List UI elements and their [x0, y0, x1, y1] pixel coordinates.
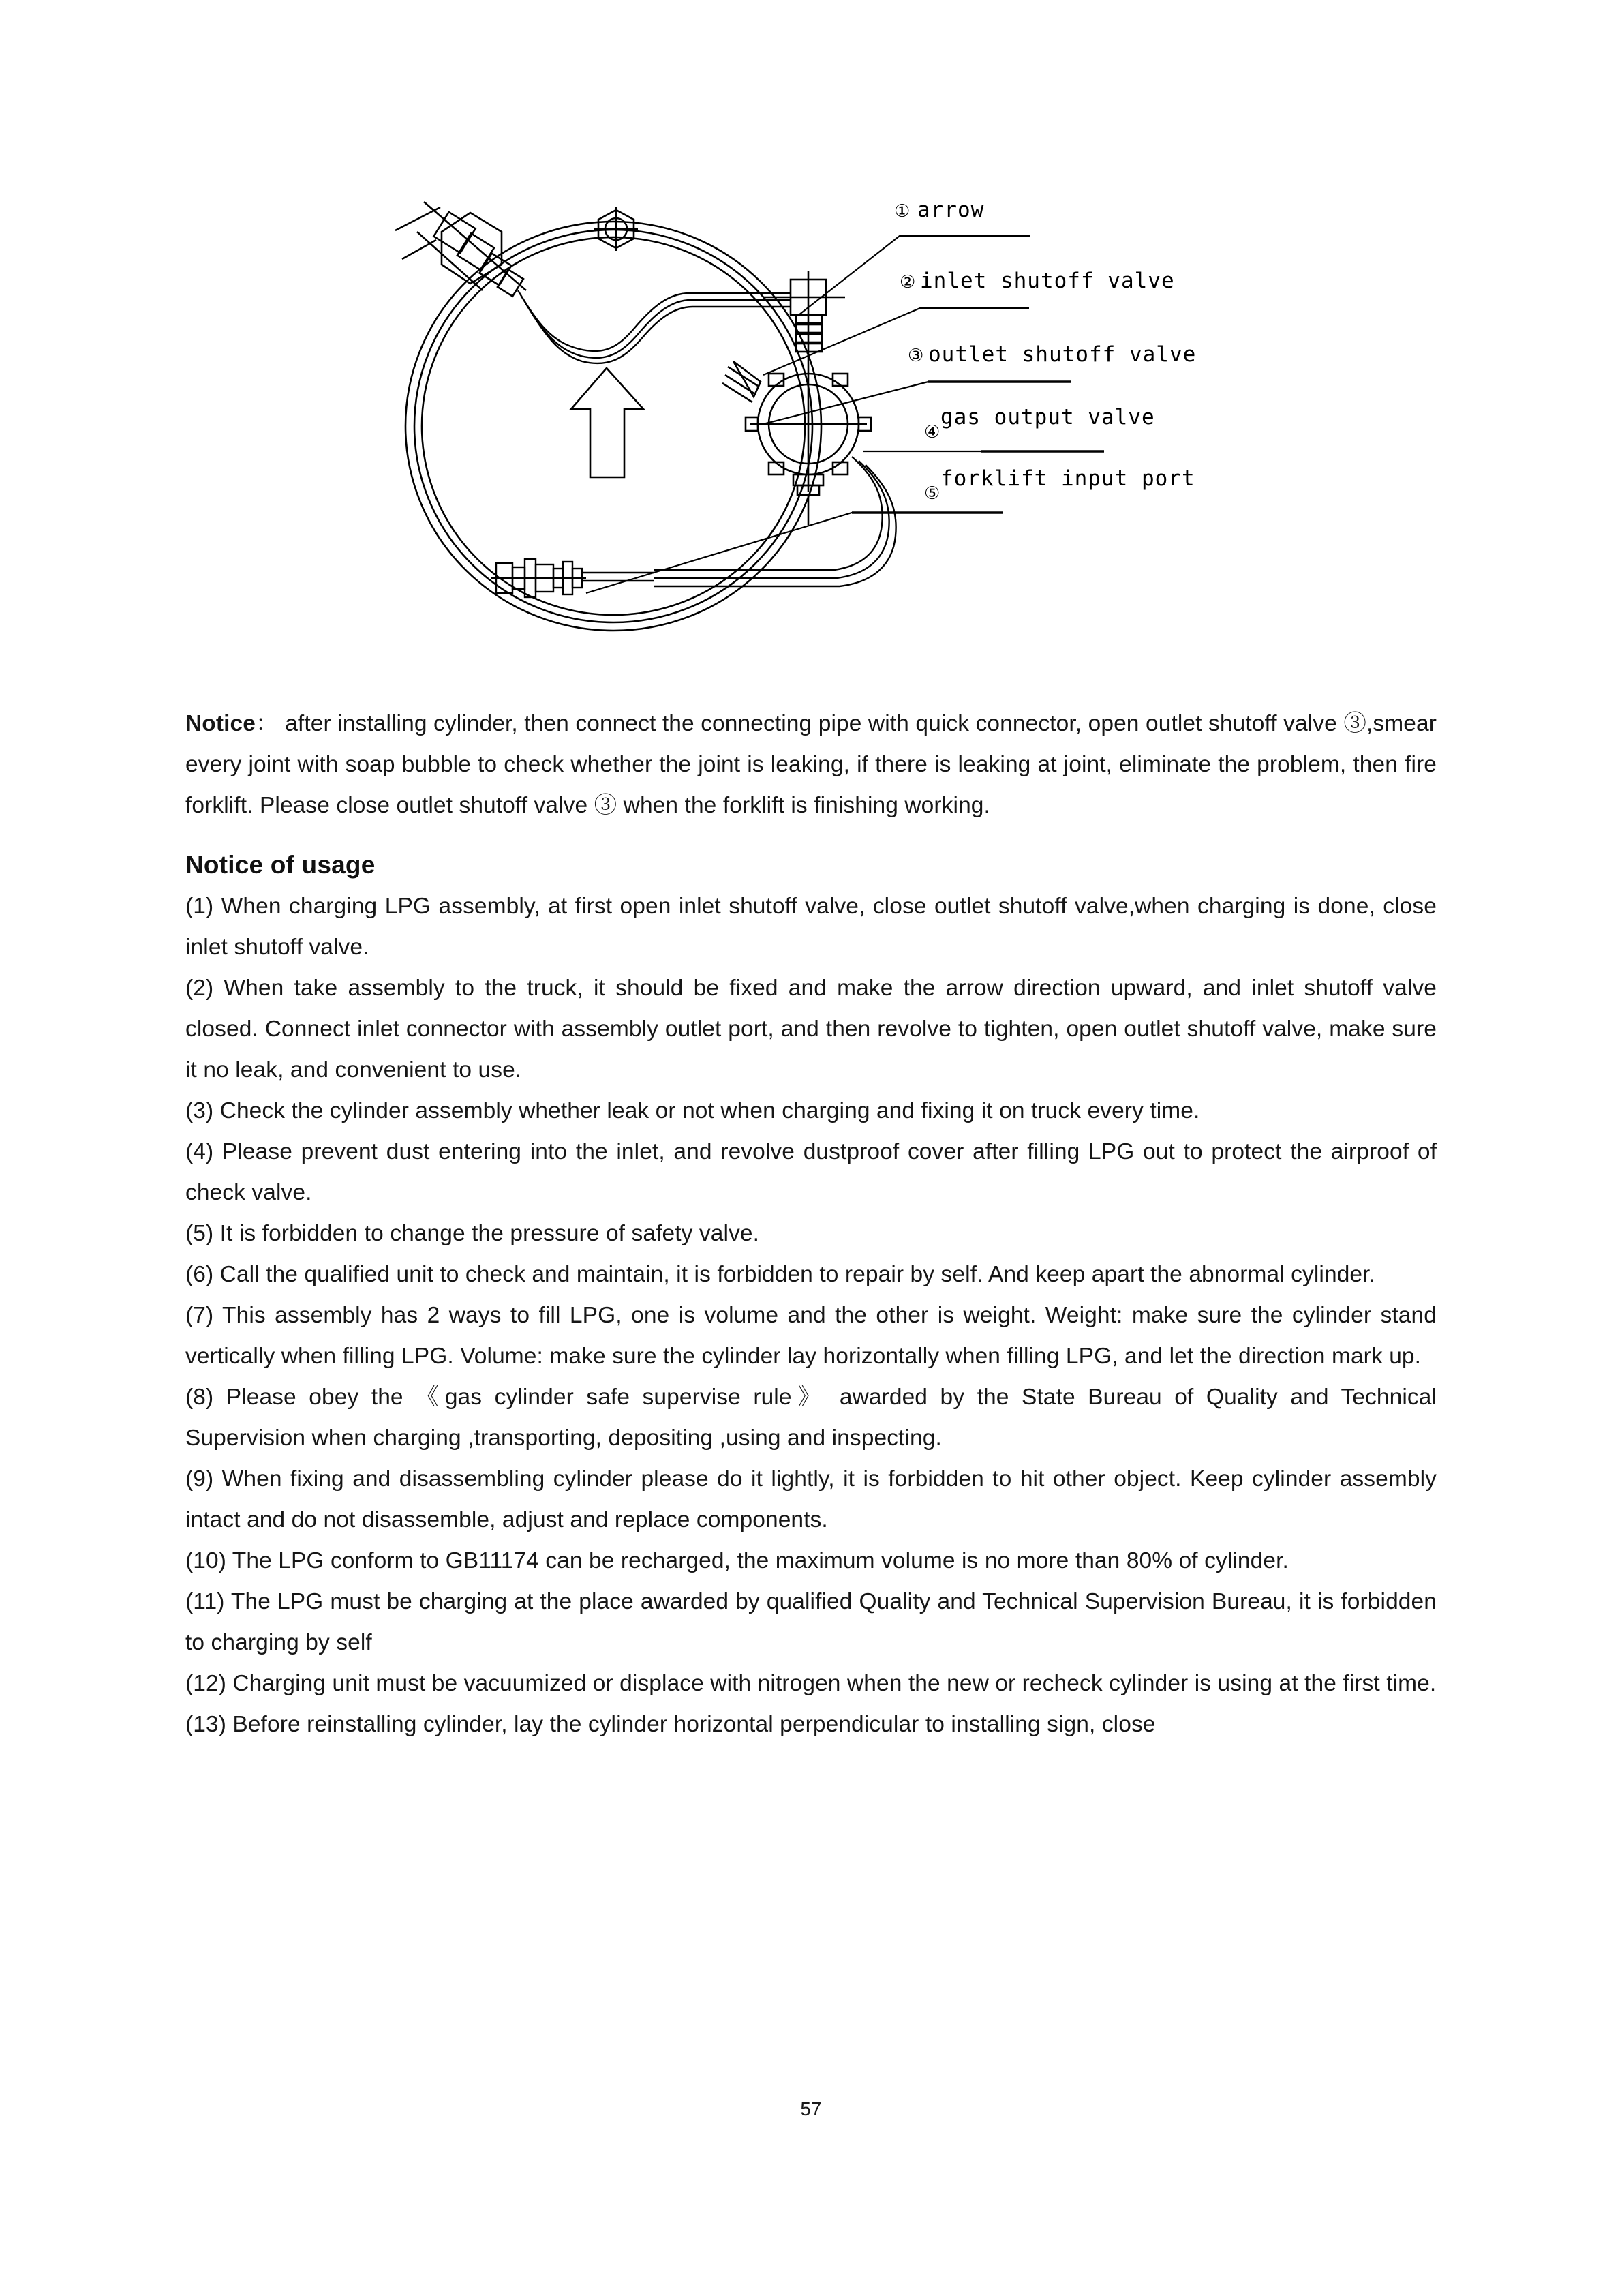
usage-item-8: (8) Please obey the 《gas cylinder safe supervise rule》 awarded by the State Bureau of Quality and Technical Supervision when charging ,transporting, depositing ,using and inspecting.	[185, 1385, 1437, 1451]
usage-item-13: (13) Before reinstalling cylinder, lay the cylinder horizontal perpendicular to installing sign, close	[185, 1712, 1156, 1737]
usage-item-7: (7) This assembly has 2 ways to fill LPG, one is volume and the other is weight. Weight: make sure the cylinder stand vertically when filling LPG. Volume: make sure the cylinder lay horizontally when filling LPG, and let the direction mark up.	[185, 1303, 1437, 1369]
inlet-shutoff-valve-fitting	[395, 202, 526, 297]
direction-arrow-icon	[571, 368, 643, 477]
usage-item-10: (10) The LPG conform to GB11174 can be recharged, the maximum volume is no more than 80% of cylinder.	[185, 1548, 1289, 1573]
callout-2-label: inlet shutoff valve	[920, 269, 1175, 293]
usage-item-9: (9) When fixing and disassembling cylinder please do it lightly, it is forbidden to hit other object. Keep cylinder assembly intact and do not disassemble, adjust and replace components.	[185, 1466, 1437, 1532]
usage-item-12: (12) Charging unit must be vacuumized or displace with nitrogen when the new or recheck cylinder is using at the first time.	[185, 1671, 1437, 1696]
notice-of-usage-heading: Notice of usage	[185, 851, 376, 879]
tee-block	[763, 271, 845, 361]
callout-5-label: forklift input port	[940, 466, 1195, 491]
callout-4-number: ④	[924, 422, 940, 442]
notice-body-text: after installing cylinder, then connect the connecting pipe with quick connector, open outlet shutoff valve ③,smear every joint with soap bubble to check whether the joint is leaking, if there is leaking at joint, eliminate the problem, then fire forklift. Please close outlet shutoff valve ③ when the forklift is finishing working.	[185, 711, 1437, 818]
callout-2-number: ②	[900, 272, 916, 292]
page-number: 57	[800, 2098, 822, 2119]
usage-item-11: (11) The LPG must be charging at the place awarded by qualified Quality and Technical Supervision Bureau, it is forbidden to charging by self	[185, 1589, 1437, 1655]
usage-item-3: (3) Check the cylinder assembly whether leak or not when charging and fixing it on truck every time.	[185, 1098, 1200, 1123]
usage-item-5: (5) It is forbidden to change the pressure of safety valve.	[185, 1221, 759, 1246]
callout-1-number: ①	[894, 201, 911, 222]
callout-3	[908, 342, 1196, 367]
usage-item-2: (2) When take assembly to the truck, it should be fixed and make the arrow direction upward, and inlet shutoff valve closed. Connect inlet connector with assembly outlet port, and then revolve to tighten, open outlet shutoff valve, make sure it no leak, and convenient to use.	[185, 976, 1437, 1083]
callout-1	[894, 198, 984, 222]
lpg-cylinder-assembly-figure	[382, 157, 1322, 695]
callout-5-number: ⑤	[924, 483, 940, 504]
notice-paragraph	[185, 704, 1437, 826]
callout-2	[900, 269, 1175, 293]
notice-colon: ：	[255, 711, 279, 736]
usage-item-4: (4) Please prevent dust entering into the inlet, and revolve dustproof cover after filling LPG out to protect the airproof of check valve.	[185, 1139, 1437, 1205]
assembly-drawing-svg	[382, 157, 1322, 695]
callout-4	[924, 405, 1155, 442]
callout-4-label: gas output valve	[940, 405, 1155, 429]
callout-5	[924, 466, 1195, 504]
usage-item-1: (1) When charging LPG assembly, at first open inlet shutoff valve, close outlet shutoff valve,when charging is done, close inlet shutoff valve.	[185, 894, 1437, 960]
callout-3-label: outlet shutoff valve	[928, 342, 1197, 367]
forklift-input-port	[491, 457, 896, 597]
hex-plug-icon	[594, 207, 638, 251]
connecting-hose-upper	[518, 290, 791, 363]
body-text-column	[185, 704, 1437, 1745]
callout-3-number: ③	[908, 346, 924, 366]
notice-lead-word: Notice	[185, 711, 256, 736]
usage-item-6: (6) Call the qualified unit to check and maintain, it is forbidden to repair by self. And keep apart the abnormal cylinder.	[185, 1262, 1375, 1287]
callout-1-label: arrow	[917, 198, 985, 222]
